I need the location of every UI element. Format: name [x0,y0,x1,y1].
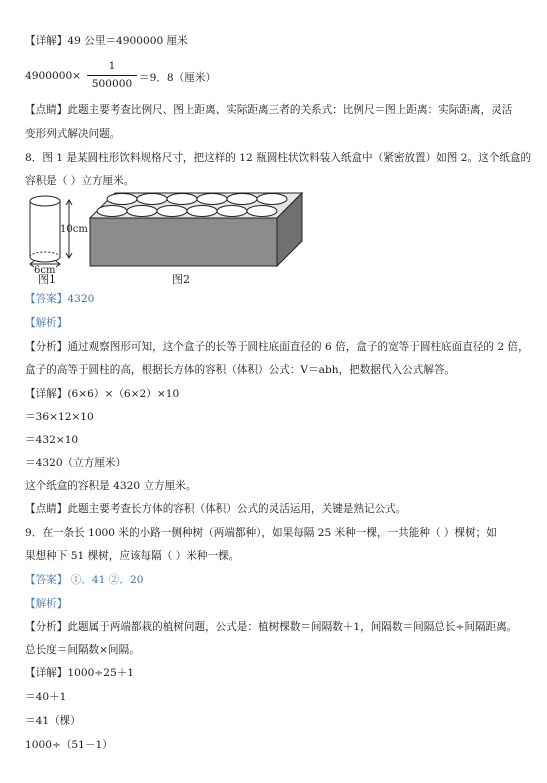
calc-step: ＝432×10 [25,434,79,446]
fig2-caption: 图2 [172,273,190,286]
diameter-label: 6cm [34,265,56,276]
height-label: 10cm [60,224,88,235]
fig1-caption: 图1 [38,273,56,286]
answer-line: 【答案】 ①．41 ②．20 [25,574,144,586]
question-8-line: 8．图 1 是某圆柱形饮料规格尺寸，把这样的 12 瓶圆柱状饮料装入纸盒中（紧密放置）如图 2。这个纸盒的 [25,152,532,164]
fraction-rhs: ＝9．8（厘米） [139,72,217,84]
analysis-heading: 【解析】 [25,598,68,610]
question-8-line: 容积是（ ）立方厘米。 [25,175,135,187]
calc-step: 1000÷（51－1） [25,739,113,751]
fraction-lhs: 4900000× [25,70,82,82]
comment-line: 变形列式解决问题。 [25,128,121,140]
calc-step: ＝40＋1 [25,691,67,703]
fraction-denominator: 500000 [91,78,133,90]
analysis-line: 【分析】通过观察图形可知，这个盒子的长等于圆柱底面直径的 6 倍，盒子的宽等于圆柱底面直径的 2 倍， [25,341,529,353]
figure-cylinder-and-box [22,190,312,290]
fraction-numerator: 1 [108,60,116,72]
detail-line: 【详解】49 公里＝4900000 厘米 [25,35,188,47]
analysis-line: 盒子的高等于圆柱的高，根据长方体的容积（体积）公式：V＝abh，把数据代入公式解答。 [25,364,456,376]
question-9-line: 果想种下 51 棵树，应该每隔（ ）米种一棵。 [25,550,240,562]
conclusion-line: 这个纸盒的容积是 4320 立方厘米。 [25,480,197,492]
answer-line: 【答案】4320 [25,293,95,305]
detail-line: 【详解】(6×6）×（6×2）×10 [25,388,180,400]
analysis-line: 总长度＝间隔数×间隔。 [25,644,140,656]
question-9-line: 9．在一条长 1000 米的小路一侧种树（两端都种），如果每隔 25 米种一棵，一共能种（ ）棵树；如 [25,527,497,539]
comment-line: 【点睛】此题主要考查比例尺、图上距离、实际距离三者的关系式：比例尺＝图上距离：实际距离，灵活 [25,104,513,116]
calc-step: ＝36×12×10 [25,411,94,423]
fraction-bar [87,75,137,76]
calc-step: ＝41（棵） [25,715,81,727]
figure-drawing [22,190,312,290]
analysis-line: 【分析】此题属于两端都栽的植树问题，公式是：植树棵数＝间隔数＋1，间隔数＝间隔总长÷间隔距离。 [25,621,518,633]
comment-line: 【点睛】此题主要考查长方体的容积（体积）公式的灵活运用，关键是熟记公式。 [25,503,407,515]
calc-step: ＝4320（立方厘米） [25,457,127,469]
analysis-heading: 【解析】 [25,317,68,329]
detail-line: 【详解】1000÷25＋1 [25,667,135,679]
fraction-calculation [25,60,225,94]
